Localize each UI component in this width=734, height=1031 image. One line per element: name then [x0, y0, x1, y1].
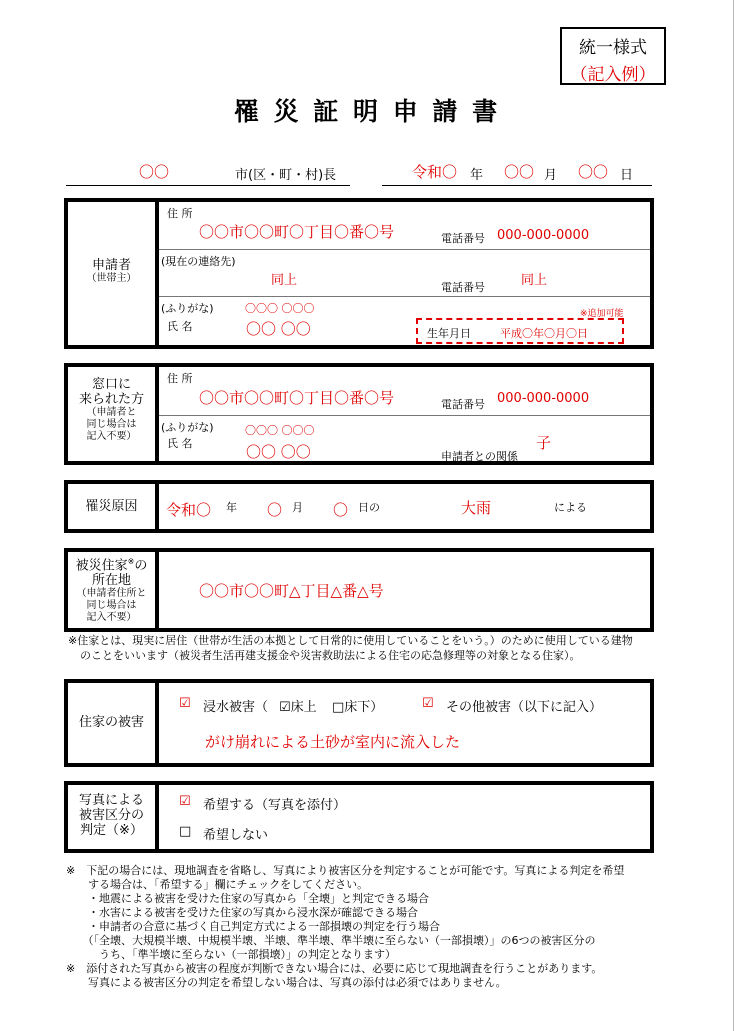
visitor-name-label: 氏 名: [167, 437, 193, 450]
flood-label: 浸水被害（: [203, 700, 269, 715]
cause-value[interactable]: 大雨: [461, 499, 492, 517]
location-label-mark: ※: [127, 557, 135, 566]
footer-note-line: ※ 下記の場合には、現地調査を省略し、写真により被害区分を判定することが可能です。写真による判定を希望: [66, 864, 625, 877]
footer-note-line: ・申請者の合意に基づく自己判定方式による一部損壊の判定を行う場合: [66, 920, 440, 933]
cause-month-label: 月: [292, 501, 303, 514]
cause-year-label: 年: [226, 501, 237, 514]
header-underline-left: [66, 185, 350, 186]
applicant-divider: [155, 198, 159, 349]
header-underline-right: [382, 185, 652, 186]
photo-label-2: 被害区分の: [78, 808, 144, 823]
header-day-label: 日: [620, 168, 634, 183]
visitor-phone-label: 電話番号: [441, 398, 485, 411]
form-type-stamp: [560, 27, 666, 85]
applicant-row-divider-1: [159, 249, 650, 250]
applicant-address-value[interactable]: 〇〇市〇〇町〇丁目〇番〇号: [199, 223, 395, 241]
birthdate-field[interactable]: [416, 318, 624, 344]
other-damage-checkbox[interactable]: ☑: [422, 696, 434, 711]
visitor-label-1: 窓口に: [91, 377, 131, 392]
footer-note-line: うち、「準半壊に至らない（一部損壊）」の判定となります）: [66, 948, 396, 961]
photo-yes-label: 希望する（写真を添付）: [203, 798, 347, 813]
visitor-furigana-label: (ふりがな): [161, 421, 214, 434]
visitor-phone-value[interactable]: 000-000-0000: [497, 391, 590, 406]
page-title: 罹 災 証 明 申 請 書: [233, 97, 501, 126]
visitor-furigana-value[interactable]: 〇〇〇 〇〇〇: [245, 424, 315, 437]
visitor-address-value[interactable]: 〇〇市〇〇町〇丁目〇番〇号: [199, 389, 395, 407]
photo-no-label: 希望しない: [203, 828, 269, 843]
applicant-name-value[interactable]: 〇〇 〇〇: [246, 320, 311, 338]
city-value[interactable]: 〇〇: [139, 163, 170, 181]
header-month-value[interactable]: 〇〇: [504, 163, 535, 181]
location-label-1: 被災住家※の: [75, 557, 148, 574]
relation-label: 申請者との関係: [441, 450, 518, 463]
birthdate-value: 平成〇年〇月〇日: [500, 327, 588, 340]
applicant-address-label: 住 所: [167, 207, 193, 220]
stamp-line-2: （記入例）: [570, 65, 656, 85]
visitor-sub-1: （申請者と: [86, 407, 137, 418]
footer-notes: [66, 864, 666, 990]
cause-day-value[interactable]: 〇: [333, 501, 349, 519]
flood-checkbox[interactable]: ☑: [179, 696, 191, 711]
footer-note-line: ・水害による被害を受けた住家の写真から浸水深が確認できる場合: [66, 906, 418, 919]
cause-era-value[interactable]: 令和〇: [166, 501, 212, 519]
applicant-contact-phone-value[interactable]: 同上: [521, 273, 548, 288]
footer-note-line: ・地震による被害を受けた住家の写真から「全壊」と判定できる場合: [66, 892, 429, 905]
applicant-label: 申請者: [91, 258, 131, 273]
photo-no-checkbox[interactable]: □: [179, 824, 192, 839]
other-damage-value[interactable]: がけ崩れによる土砂が室内に流入した: [205, 733, 461, 751]
applicant-furigana-label: (ふりがな): [161, 302, 214, 315]
photo-yes-checkbox[interactable]: ☑: [179, 794, 191, 809]
footer-note-line: （「全壊、大規模半壊、中規模半壊、半壊、準半壊、準半壊に至らない（一部損壊）」の6つの被害区分の: [66, 934, 596, 947]
cause-month-value[interactable]: 〇: [267, 501, 283, 519]
cause-label: 罹災原因: [85, 499, 138, 514]
visitor-row-divider: [159, 415, 650, 416]
applicant-contact-phone-label: 電話番号: [441, 281, 485, 294]
visitor-sub-2: 同じ場合は: [86, 419, 137, 430]
stamp-line-1: 統一様式: [579, 38, 647, 58]
damage-divider: [155, 679, 159, 767]
photo-divider: [155, 781, 159, 853]
visitor-divider: [155, 363, 159, 465]
header-month-label: 月: [544, 168, 558, 183]
header-year-label: 年: [470, 168, 484, 183]
applicant-phone-label: 電話番号: [441, 232, 485, 245]
other-damage-label: その他被害（以下に記入）: [446, 700, 603, 715]
applicant-row-divider-2: [159, 296, 650, 297]
header-era-value[interactable]: 令和〇: [412, 163, 458, 181]
floor-above-option[interactable]: ☑床上: [279, 700, 317, 715]
header-day-value[interactable]: 〇〇: [578, 163, 609, 181]
location-sub-2: 同じ場合は: [86, 600, 137, 612]
floor-below-option[interactable]: □床下）: [332, 700, 384, 715]
relation-value[interactable]: 子: [536, 434, 552, 452]
location-note-1: ※住家とは、現実に居住（世帯が生活の本拠として日常的に使用していることをいう。）のために使用している建物: [68, 634, 633, 647]
photo-label-3: 判定（※）: [80, 823, 143, 838]
applicant-contact-label: (現在の連絡先): [161, 255, 236, 268]
cause-suffix: による: [554, 501, 587, 514]
birthdate-label: 生年月日: [427, 327, 471, 340]
cause-divider: [155, 480, 159, 533]
location-divider: [155, 548, 159, 632]
visitor-address-label: 住 所: [167, 372, 193, 385]
visitor-name-value[interactable]: 〇〇 〇〇: [246, 443, 311, 461]
applicant-name-label: 氏 名: [167, 320, 193, 333]
damage-label: 住家の被害: [78, 715, 144, 730]
footer-note-line: ※ 添付された写真から被害の程度が判断できない場合には、必要に応じて現地調査を行うことがあります。: [66, 962, 603, 975]
applicant-furigana-value[interactable]: 〇〇〇 〇〇〇: [245, 302, 315, 315]
applicant-phone-value[interactable]: 000-000-0000: [497, 228, 590, 243]
city-suffix: 市(区・町・村)長: [235, 168, 337, 183]
applicant-contact-value[interactable]: 同上: [271, 273, 298, 288]
applicant-sublabel: （世帯主）: [86, 273, 137, 284]
location-value[interactable]: 〇〇市〇〇町△丁目△番△号: [199, 582, 384, 600]
footer-note-line: 写真による被害区分の判定を希望しない場合は、写真の添付は必須ではありません。: [66, 976, 507, 989]
location-label-3: 所在地: [91, 573, 131, 589]
photo-label-1: 写真による: [78, 793, 144, 808]
location-sub-1: （申請者住所と: [76, 588, 147, 600]
visitor-label-2: 来られた方: [78, 392, 144, 407]
optional-note: ※追加可能: [580, 309, 624, 319]
visitor-sub-3: 記入不要）: [86, 431, 137, 442]
location-sub-3: 記入不要）: [86, 612, 137, 624]
location-note-2: のことをいいます（被災者生活再建支援金や災害救助法による住宅の応急修理等の対象となる住家）。: [80, 649, 581, 662]
footer-note-line: する場合は、「希望する」欄にチェックをしてください。: [66, 878, 369, 891]
cause-day-label: 日の: [358, 501, 380, 514]
